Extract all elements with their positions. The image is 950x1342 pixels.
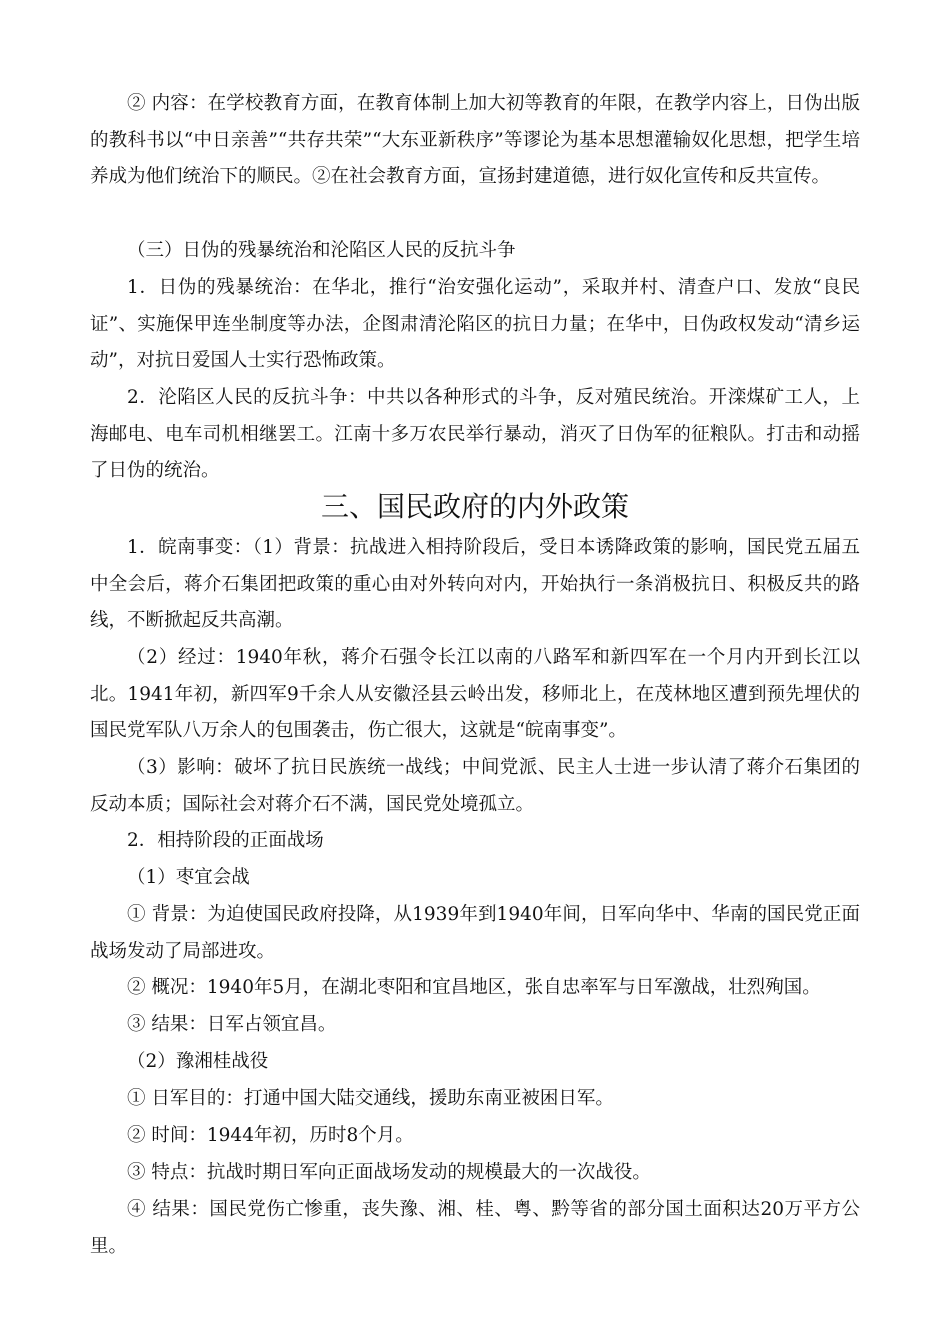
paragraph-zaoyi-result: ③ 结果：日军占领宜昌。 [127,1014,337,1035]
paragraph-wannan-process: （2）经过：1940年秋，蒋介石强令长江以南的八路军和新四军在一个月内开到长江以北。1941年初，新四军9千余人从安徽泾县云岭出发，移师北上，在茂林地区遭到预先埋伏的国民党军队八万余人的包围袭击，伤亡很大，这就是“皖南事变”。 [90,647,860,741]
paragraph-zaoyi-heading: （1）枣宜会战 [127,867,250,888]
paragraph-wannan-background: 1．皖南事变：（1）背景：抗战进入相持阶段后，受日本诱降政策的影响，国民党五届五中全会后，蒋介石集团把政策的重心由对外转向对内，开始执行一条消极抗日、积极反共的路线，不断掀起反共高潮。 [90,537,860,631]
paragraph-education-content: ② 内容：在学校教育方面，在教育体制上加大初等教育的年限，在教学内容上，日伪出版的教科书以“中日亲善”“共存共荣”“大东亚新秩序”等谬论为基本思想灌输奴化思想，把学生培养成为他们统治下的顺民。②在社会教育方面，宣扬封建道德，进行奴化宣传和反共宣传。 [90,93,860,187]
paragraph-yuxianggui-time: ② 时间：1944年初，历时8个月。 [127,1125,414,1146]
paragraph-zaoyi-overview: ② 概况：1940年5月，在湖北枣阳和宜昌地区，张自忠率军与日军激战，壮烈殉国。 [127,977,821,998]
paragraph-zaoyi-background: ① 背景：为迫使国民政府投降，从1939年到1940年间，日军向华中、华南的国民党正面战场发动了局部进攻。 [90,904,860,962]
paragraph-frontline-heading: 2．相持阶段的正面战场 [127,830,324,851]
paragraph-people-resistance: 2．沦陷区人民的反抗斗争：中共以各种形式的斗争，反对殖民统治。开滦煤矿工人，上海邮电、电车司机相继罢工。江南十多万农民举行暴动，消灭了日伪军的征粮队。打击和动摇了日伪的统治。 [90,387,860,481]
paragraph-brutal-rule: 1．日伪的残暴统治：在华北，推行“治安强化运动”，采取并村、清查户口、发放“良民证”、实施保甲连坐制度等办法，企图肃清沦陷区的抗日力量；在华中，日伪政权发动“清乡运动”，对抗日爱国人士实行恐怖政策。 [90,277,860,371]
paragraph-yuxianggui-goal: ① 日军目的：打通中国大陆交通线，援助东南亚被困日军。 [127,1088,614,1109]
paragraph-yuxianggui-feature: ③ 特点：抗战时期日军向正面战场发动的规模最大的一次战役。 [127,1162,651,1183]
section-heading: 三、国民政府的内外政策 [320,490,629,523]
paragraph-subheading-resistance: （三）日伪的残暴统治和沦陷区人民的反抗斗争 [127,240,516,261]
paragraph-yuxianggui-heading: （2）豫湘桂战役 [127,1051,269,1072]
paragraph-yuxianggui-result: ④ 结果：国民党伤亡惨重，丧失豫、湘、桂、粤、黔等省的部分国土面积达20万平方公里。 [90,1199,860,1257]
paragraph-wannan-impact: （3）影响：破坏了抗日民族统一战线；中间党派、民主人士进一步认清了蒋介石集团的反动本质；国际社会对蒋介石不满，国民党处境孤立。 [90,757,860,815]
